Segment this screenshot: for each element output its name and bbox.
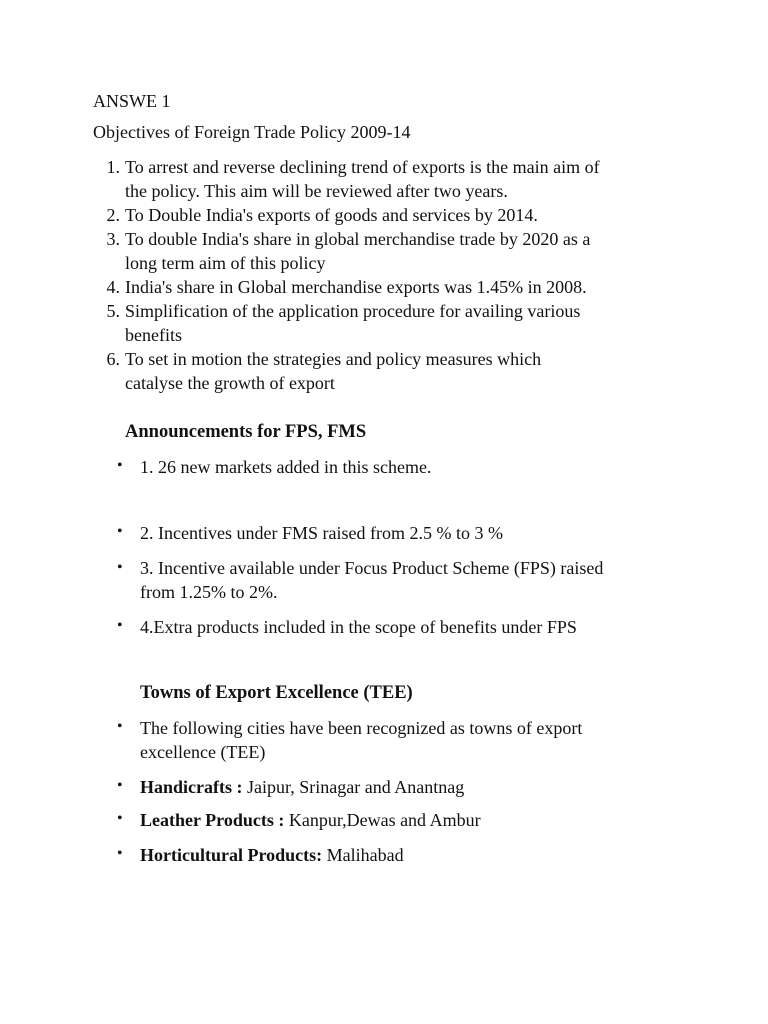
tee-section-heading: Towns of Export Excellence (TEE) xyxy=(140,683,413,703)
objective-text: To double India's share in global merchandise trade by 2020 as a xyxy=(125,229,591,249)
tee-intro-text: excellence (TEE) xyxy=(140,742,266,762)
tee-item xyxy=(140,808,481,832)
bullet-icon: • xyxy=(117,457,123,474)
bullet-icon: • xyxy=(117,559,123,576)
bullet-icon: • xyxy=(117,845,123,862)
objective-text: long term aim of this policy xyxy=(125,253,326,273)
fps-section-heading: Announcements for FPS, FMS xyxy=(125,422,367,442)
objective-number: 1. xyxy=(106,157,120,177)
tee-item-label: Horticultural Products: xyxy=(140,845,323,865)
tee-intro-text: The following cities have been recognized as towns of export xyxy=(140,718,583,738)
fps-bullet-text: from 1.25% to 2%. xyxy=(140,582,278,602)
objective-text: Simplification of the application procedure for availing various xyxy=(125,301,581,321)
objective-number: 3. xyxy=(106,229,120,249)
tee-item-label: Handicrafts : xyxy=(140,777,243,797)
tee-item-value: Kanpur,Dewas and Ambur xyxy=(284,810,481,830)
bullet-icon: • xyxy=(117,617,123,634)
objective-text: catalyse the growth of export xyxy=(125,373,335,393)
tee-item xyxy=(140,843,404,867)
objective-text: benefits xyxy=(125,325,182,345)
bullet-icon: • xyxy=(117,718,123,735)
bullet-icon: • xyxy=(117,523,123,540)
objective-number: 5. xyxy=(106,301,120,321)
objective-number: 6. xyxy=(106,349,120,369)
bullet-icon: • xyxy=(117,777,123,794)
objective-text: To arrest and reverse declining trend of exports is the main aim of xyxy=(125,157,600,177)
objective-number: 2. xyxy=(106,205,120,225)
bullet-icon: • xyxy=(117,810,123,827)
section-subtitle: Objectives of Foreign Trade Policy 2009-14 xyxy=(93,122,411,142)
tee-item xyxy=(140,775,464,799)
fps-bullet-text: 3. Incentive available under Focus Product Scheme (FPS) raised xyxy=(140,558,604,578)
objective-text: the policy. This aim will be reviewed after two years. xyxy=(125,181,508,201)
document-title: ANSWE 1 xyxy=(93,91,171,111)
objective-text: India's share in Global merchandise exports was 1.45% in 2008. xyxy=(125,277,587,297)
objective-text: To set in motion the strategies and policy measures which xyxy=(125,349,542,369)
objective-number: 4. xyxy=(106,277,120,297)
tee-item-value: Malihabad xyxy=(322,845,404,865)
fps-bullet-text: 4.Extra products included in the scope of benefits under FPS xyxy=(140,617,577,637)
fps-bullet-text: 2. Incentives under FMS raised from 2.5 % to 3 % xyxy=(140,523,503,543)
objective-text: To Double India's exports of goods and services by 2014. xyxy=(125,205,538,225)
fps-bullet-text: 1. 26 new markets added in this scheme. xyxy=(140,457,432,477)
tee-item-value: Jaipur, Srinagar and Anantnag xyxy=(242,777,465,797)
tee-item-label: Leather Products : xyxy=(140,810,285,830)
